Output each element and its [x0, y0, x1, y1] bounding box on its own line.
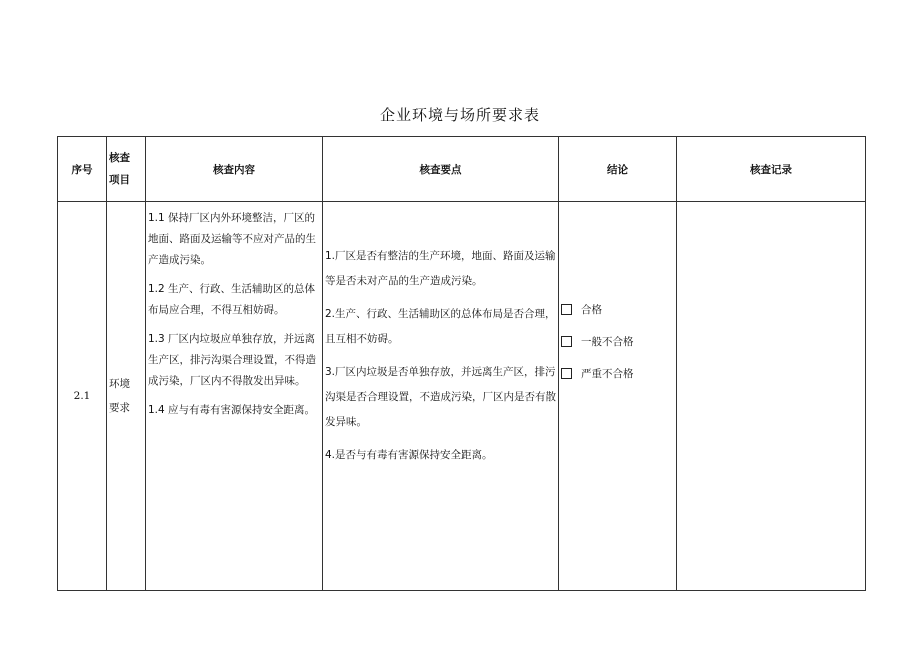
row-item-line1: 环境 [109, 378, 130, 390]
conclusion-option-major-fail[interactable] [561, 362, 676, 384]
header-record: 核查记录 [677, 137, 866, 202]
header-item-line2: 项目 [109, 174, 130, 186]
row-seq: 2.1 [58, 202, 107, 591]
header-row [58, 137, 866, 202]
point-item: 4.是否与有毒有害源保持安全距离。 [325, 449, 493, 461]
checkbox-icon[interactable] [561, 304, 572, 315]
content-item: 1.4 应与有毒有害源保持安全距离。 [148, 404, 316, 416]
content-item: 1.3 厂区内垃圾应单独存放，并远离生产区，排污沟渠合理设置，不得造成污染，厂区内不得散发出异味。 [148, 333, 316, 387]
conclusion-option-label: 合格 [581, 303, 602, 316]
content-item: 1.1 保持厂区内外环境整洁，厂区的地面、路面及运输等不应对产品的生产造成污染。 [148, 212, 316, 266]
row-record[interactable] [677, 202, 866, 591]
row-content [146, 202, 323, 591]
header-points: 核查要点 [323, 137, 559, 202]
point-item: 2.生产、行政、生活辅助区的总体布局是否合理，且互相不妨碍。 [325, 308, 556, 345]
header-conclusion: 结论 [559, 137, 677, 202]
conclusion-option-minor-fail[interactable] [561, 330, 676, 352]
conclusion-option-label: 严重不合格 [581, 367, 634, 380]
header-content: 核查内容 [146, 137, 323, 202]
checkbox-icon[interactable] [561, 336, 572, 347]
content-item: 1.2 生产、行政、生活辅助区的总体布局应合理，不得互相妨碍。 [148, 283, 316, 316]
table-row [58, 202, 866, 591]
point-item: 1.厂区是否有整洁的生产环境，地面、路面及运输等是否未对产品的生产造成污染。 [325, 250, 556, 287]
row-item-line2: 要求 [109, 402, 130, 414]
row-item [107, 202, 146, 591]
page-title: 企业环境与场所要求表 [379, 106, 540, 124]
row-conclusion [559, 202, 677, 591]
inspection-table [57, 136, 866, 591]
header-item [107, 137, 146, 202]
header-seq: 序号 [58, 137, 107, 202]
conclusion-option-label: 一般不合格 [581, 335, 634, 348]
header-item-line1: 核查 [109, 152, 130, 164]
point-item: 3.厂区内垃圾是否单独存放，并远离生产区，排污沟渠是否合理设置，不造成污染，厂区内是否有散发异味。 [325, 366, 556, 428]
checkbox-icon[interactable] [561, 368, 572, 379]
row-points [323, 202, 559, 591]
conclusion-option-pass[interactable] [561, 298, 676, 320]
